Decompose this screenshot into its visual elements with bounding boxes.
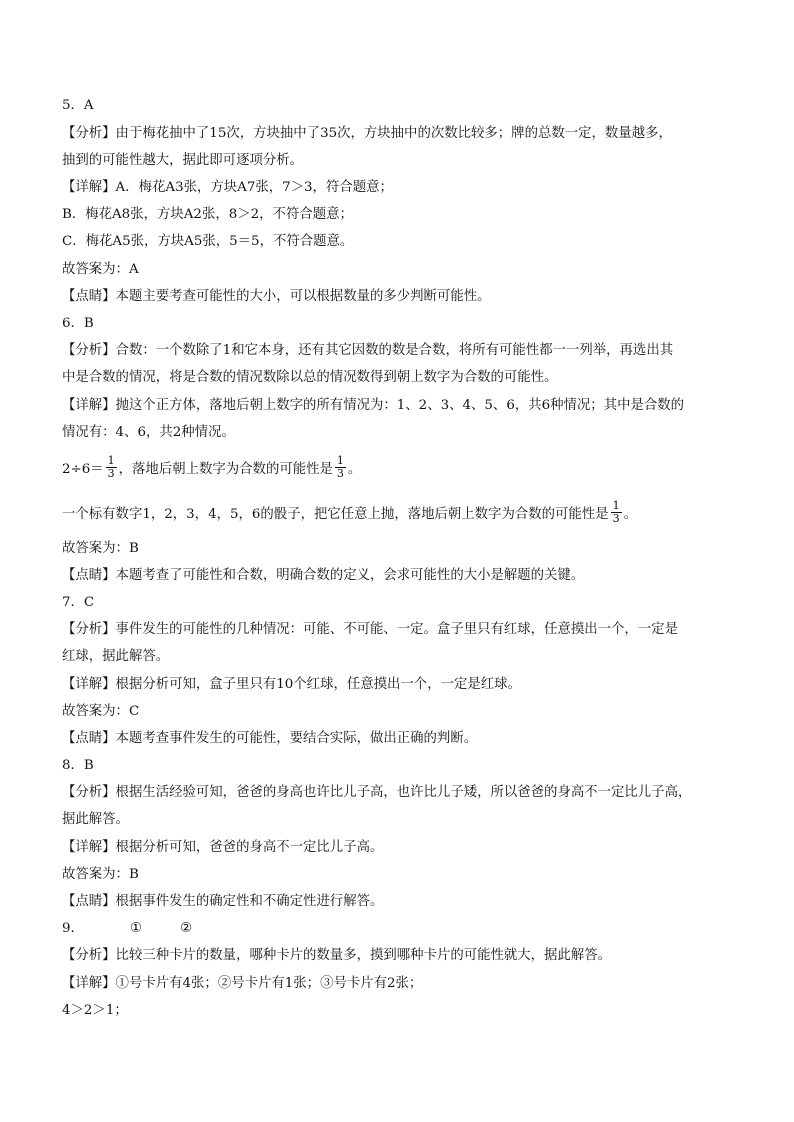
fraction-one-third bbox=[335, 455, 346, 480]
q8-analysis-line-2: 据此解答。 bbox=[62, 812, 129, 827]
q9-answer-1: ① bbox=[129, 921, 142, 936]
q5-detail-line-1: 【详解】A．梅花A3张，方块A7张，7＞3，符合题意； bbox=[62, 180, 393, 195]
q7-number: 7．C bbox=[62, 595, 95, 610]
q6-detail-line-2: 情况有：4、6，共2种情况。 bbox=[62, 425, 235, 440]
q6-answer: 故答案为：B bbox=[62, 541, 139, 556]
q8-comment: 【点睛】根据事件发生的确定性和不确定性进行解答。 bbox=[62, 894, 384, 909]
fraction-denominator: 3 bbox=[107, 467, 115, 480]
q9-number: 9． bbox=[62, 921, 84, 936]
q7-comment: 【点睛】本题考查事件发生的可能性，要结合实际，做出正确的判断。 bbox=[62, 731, 478, 746]
q7-analysis-line-1: 【分析】事件发生的可能性的几种情况：可能、不可能、一定。盒子里只有红球，任意摸出一个，一定是 bbox=[62, 622, 678, 637]
q5-detail-line-3: C．梅花A5张，方块A5张，5＝5，不符合题意。 bbox=[62, 234, 354, 249]
q6-conclusion-line bbox=[62, 499, 637, 527]
fraction-one-third bbox=[106, 455, 117, 480]
q5-detail-line-2: B．梅花A8张，方块A2张，8＞2，不符合题意； bbox=[62, 207, 353, 222]
q9-detail-line-1: 【详解】①号卡片有4张；②号卡片有1张；③号卡片有2张； bbox=[62, 976, 423, 991]
fraction-denominator: 3 bbox=[612, 512, 620, 525]
q9-number-line bbox=[62, 920, 192, 938]
q6-conclusion-end: 。 bbox=[623, 507, 637, 522]
q6-equation-prefix: 2÷6＝ bbox=[62, 462, 104, 477]
q8-detail-line-1: 【详解】根据分析可知，爸爸的身高不一定比儿子高。 bbox=[62, 840, 384, 855]
q6-analysis-line-1: 【分析】合数：一个数除了1和它本身，还有其它因数的数是合数，将所有可能性都一一列举，再选出其 bbox=[62, 343, 674, 358]
q5-number: 5．A bbox=[62, 98, 94, 113]
q9-analysis-line-1: 【分析】比较三种卡片的数量，哪种卡片的数量多，摸到哪种卡片的可能性就大，据此解答。 bbox=[62, 948, 612, 963]
fraction-numerator: 1 bbox=[107, 454, 115, 467]
q6-conclusion-text: 一个标有数字1，2，3，4，5，6的骰子，把它任意上抛，落地后朝上数字为合数的可能性是 bbox=[62, 507, 609, 522]
q8-analysis-line-1: 【分析】根据生活经验可知，爸爸的身高也许比儿子高，也许比儿子矮，所以爸爸的身高不一定比儿子高， bbox=[62, 785, 692, 800]
q7-detail-line-1: 【详解】根据分析可知，盒子里只有10个红球，任意摸出一个，一定是红球。 bbox=[62, 677, 521, 692]
q6-detail-line-1: 【详解】抛这个正方体，落地后朝上数字的所有情况为：1、2、3、4、5、6，共6种情况；其中是合数的 bbox=[62, 398, 685, 413]
q5-comment: 【点睛】本题主要考查可能性的大小，可以根据数量的多少判断可能性。 bbox=[62, 289, 491, 304]
q6-analysis-line-2: 中是合数的情况，将是合数的情况数除以总的情况数得到朝上数字为合数的可能性。 bbox=[62, 370, 558, 385]
fraction-numerator: 1 bbox=[336, 454, 344, 467]
q5-answer: 故答案为：A bbox=[62, 262, 139, 277]
q7-answer: 故答案为：C bbox=[62, 704, 140, 719]
fraction-one-third bbox=[611, 500, 622, 525]
q6-equation-end: 。 bbox=[347, 462, 362, 477]
fraction-numerator: 1 bbox=[612, 499, 620, 512]
q7-analysis-line-2: 红球，据此解答。 bbox=[62, 649, 170, 664]
q6-equation-line bbox=[62, 454, 362, 482]
fraction-denominator: 3 bbox=[336, 467, 344, 480]
q6-equation-middle: ，落地后朝上数字为合数的可能性是 bbox=[118, 462, 333, 477]
q6-comment: 【点睛】本题考查了可能性和合数，明确合数的定义，会求可能性的大小是解题的关键。 bbox=[62, 568, 585, 583]
q9-answer-2: ② bbox=[179, 921, 192, 936]
q9-detail-line-2: 4＞2＞1； bbox=[62, 1003, 128, 1018]
q8-number: 8．B bbox=[62, 758, 94, 773]
q5-analysis-line-1: 【分析】由于梅花抽中了15次，方块抽中了35次，方块抽中的次数比较多；牌的总数一定，数量越多， bbox=[62, 126, 672, 141]
q5-analysis-line-2: 抽到的可能性越大，据此即可逐项分析。 bbox=[62, 153, 304, 168]
q6-number: 6．B bbox=[62, 316, 94, 331]
q8-answer: 故答案为：B bbox=[62, 867, 139, 882]
